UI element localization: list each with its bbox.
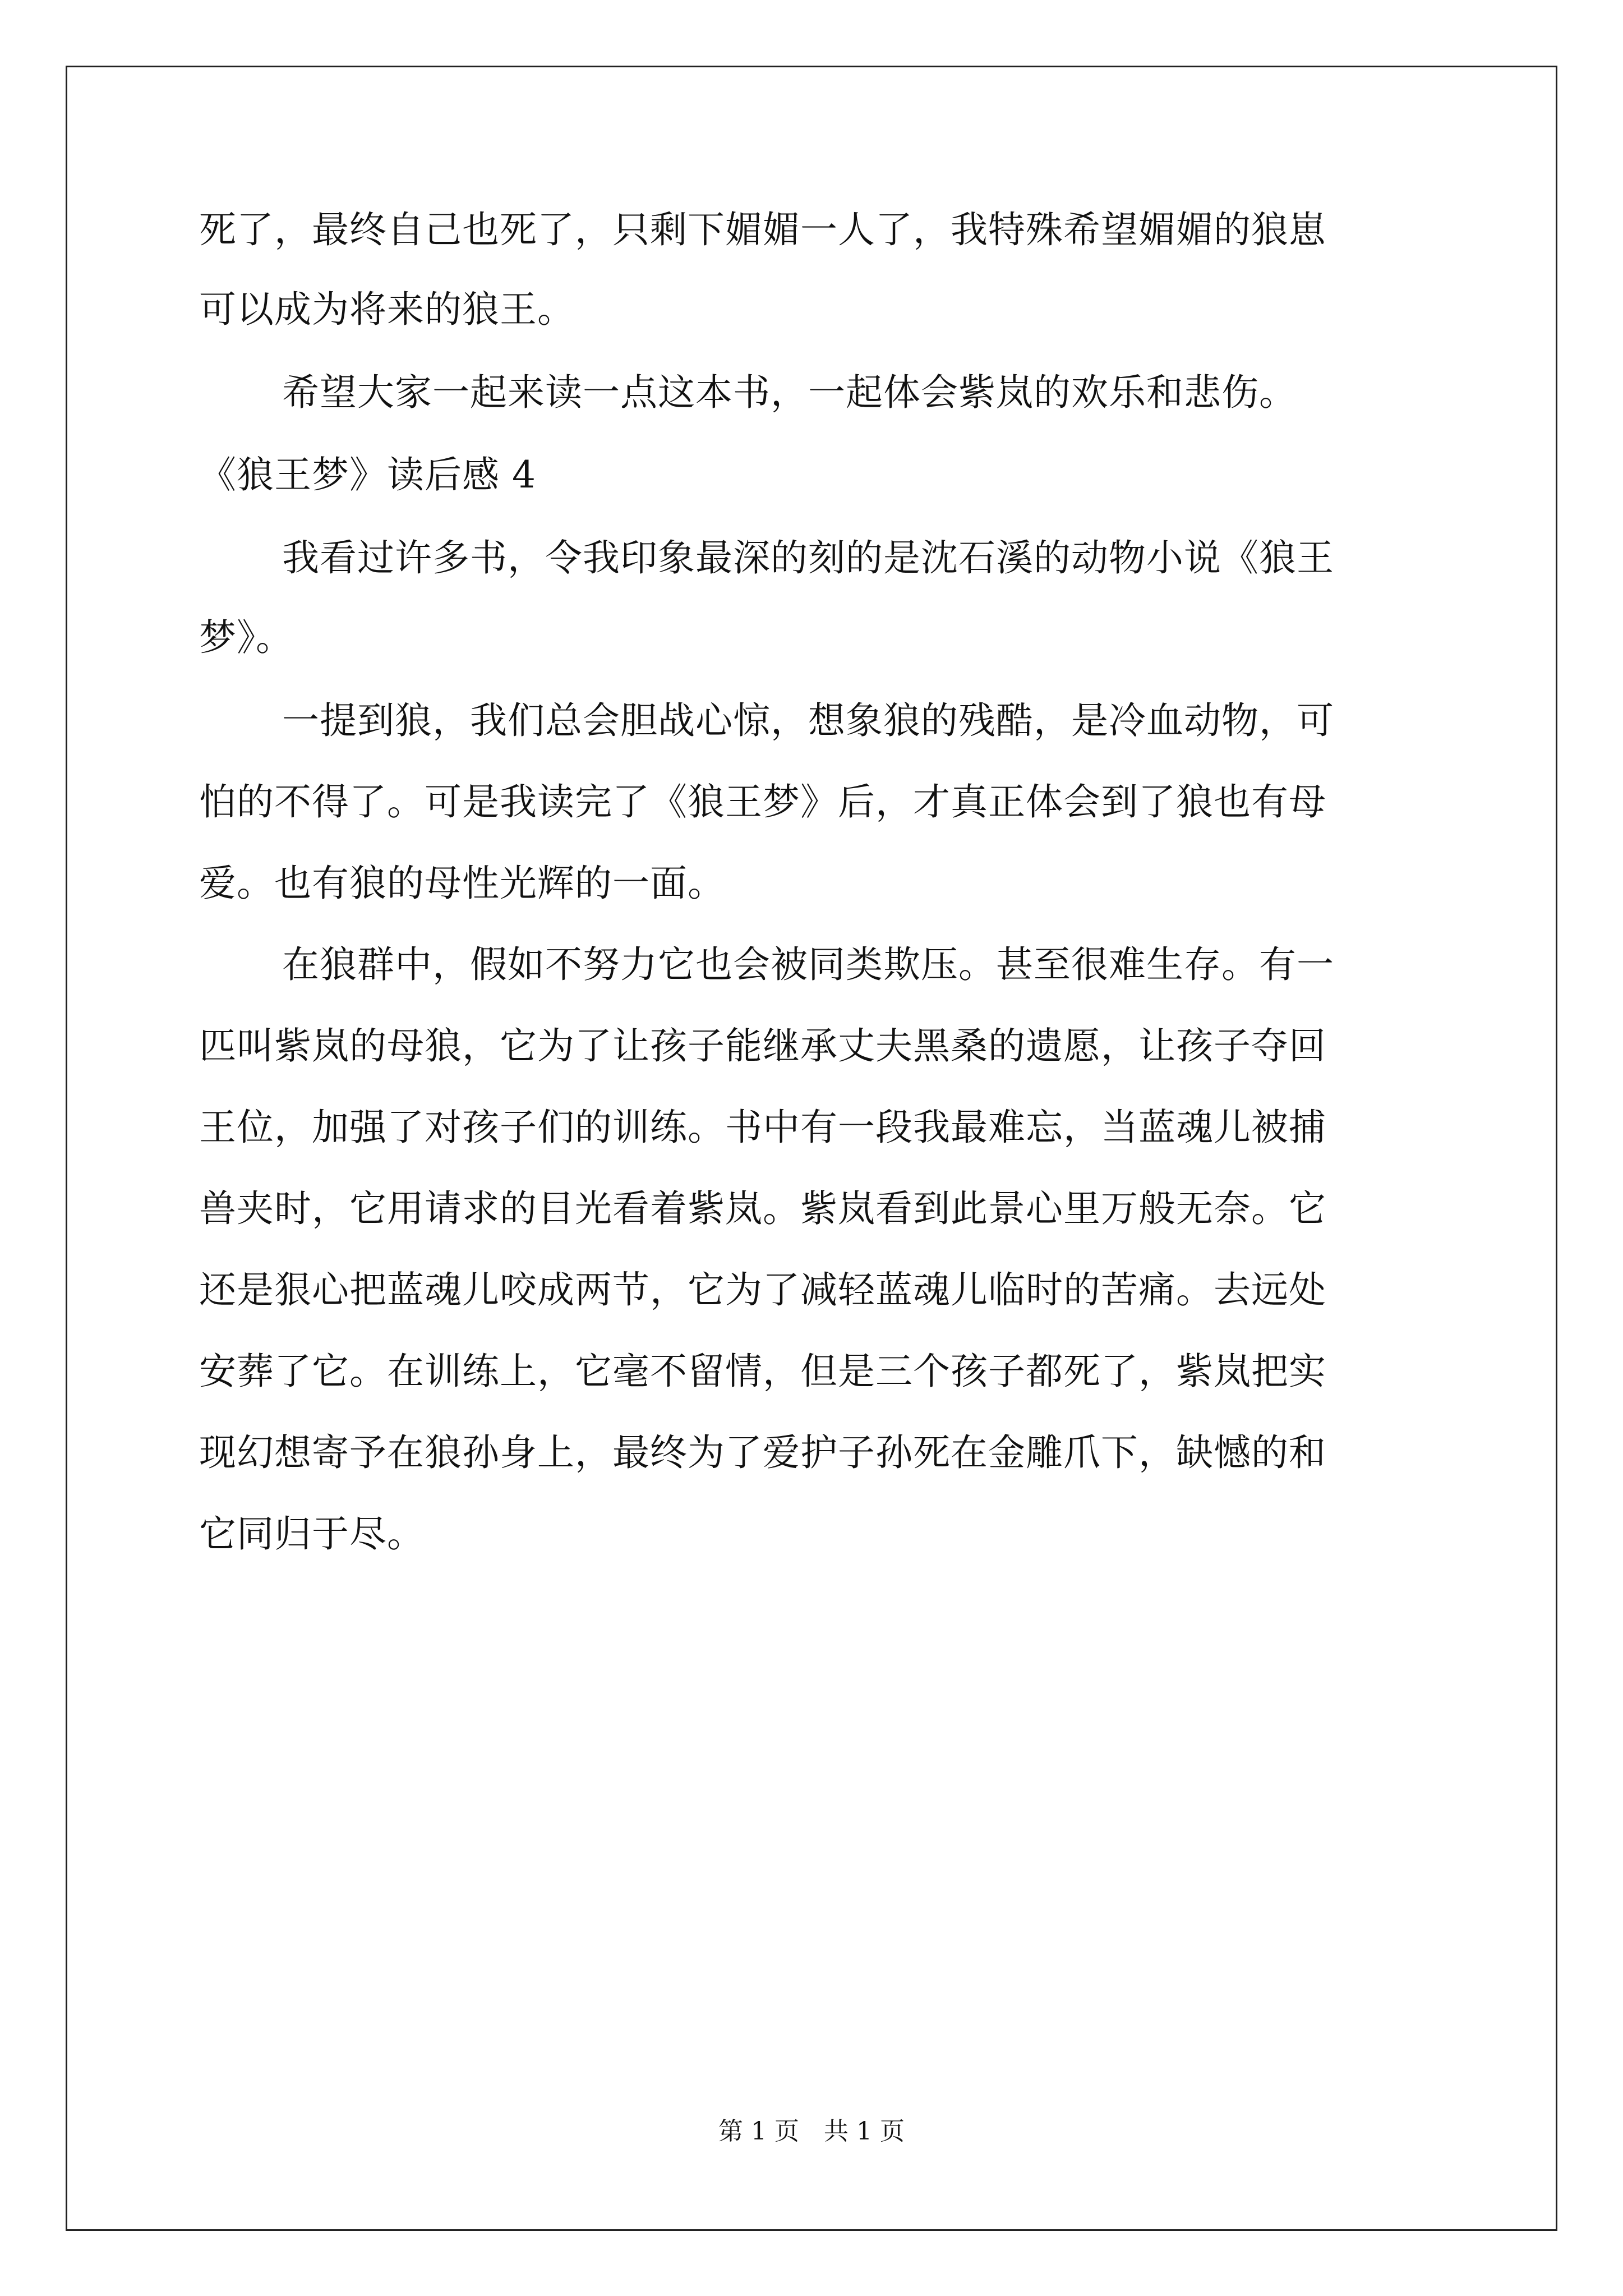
text-line: 匹叫紫岚的母狼，它为了让孩子能继承丈夫黑桑的遗愿，让孩子夺回 xyxy=(199,1024,1326,1068)
text-line: 怕的不得了。可是我读完了《狼王梦》后，才真正体会到了狼也有母 xyxy=(199,780,1326,823)
text-line: 爱。也有狼的母性光辉的一面。 xyxy=(199,862,725,905)
paragraph-line: 一提到狼，我们总会胆战心惊，想象狼的残酷，是冷血动物，可 xyxy=(282,699,1334,742)
section-heading: 《狼王梦》读后感 4 xyxy=(199,453,536,496)
text-line: 兽夹时，它用请求的目光看着紫岚。紫岚看到此景心里万般无奈。它 xyxy=(199,1187,1326,1230)
text-line: 它同归于尽。 xyxy=(199,1512,425,1556)
text-line: 王位，加强了对孩子们的训练。书中有一段我最难忘，当蓝魂儿被捕 xyxy=(199,1106,1326,1149)
paragraph-line: 希望大家一起来读一点这本书，一起体会紫岚的欢乐和悲伤。 xyxy=(282,371,1297,414)
paragraph-line: 我看过许多书，令我印象最深的刻的是沈石溪的动物小说《狼王 xyxy=(282,536,1334,579)
text-line: 死了，最终自己也死了，只剩下媚媚一人了，我特殊希望媚媚的狼崽 xyxy=(199,208,1326,251)
text-line: 现幻想寄予在狼孙身上，最终为了爱护子孙死在金雕爪下，缺憾的和 xyxy=(199,1431,1326,1474)
text-line: 梦》。 xyxy=(199,616,293,659)
text-line: 还是狠心把蓝魂儿咬成两节，它为了减轻蓝魂儿临时的苦痛。去远处 xyxy=(199,1268,1326,1312)
paragraph-line: 在狼群中，假如不努力它也会被同类欺压。甚至很难生存。有一 xyxy=(282,943,1334,986)
page-footer: 第 1 页 共 1 页 xyxy=(718,2117,905,2146)
text-line: 可以成为将来的狼王。 xyxy=(199,288,575,331)
text-line: 安葬了它。在训练上，它毫不留情，但是三个孩子都死了，紫岚把实 xyxy=(199,1350,1326,1393)
